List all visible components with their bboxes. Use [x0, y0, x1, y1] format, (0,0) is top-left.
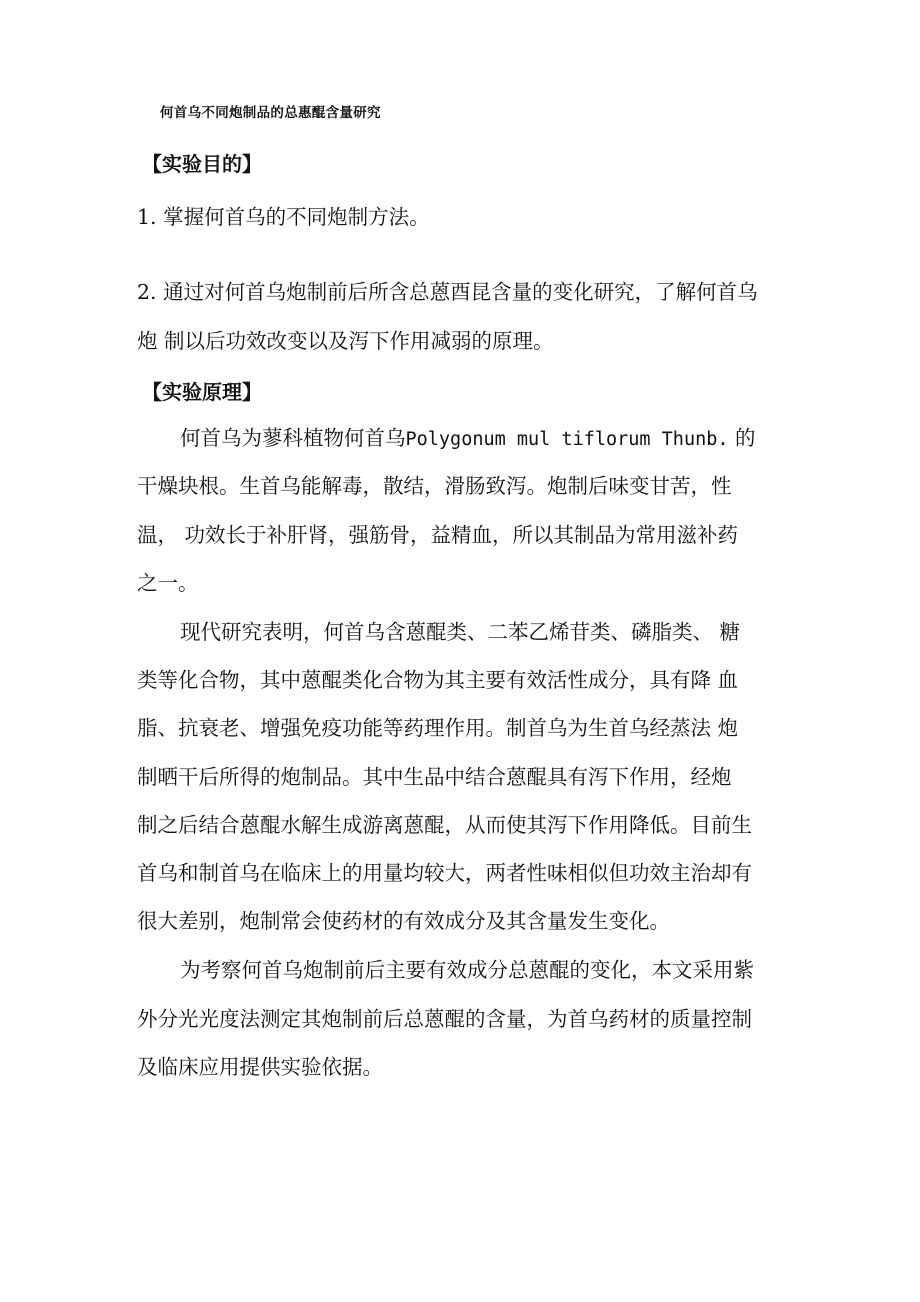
principle-para-1-line-3: 温， 功效长于补肝肾，强筋骨，益精血，所以其制品为常用滋补药 — [137, 523, 739, 547]
latin-species-name: Polygonum mul tiflorum Thunb. — [405, 429, 729, 450]
principle-para-1-line-1-tail: 的 — [728, 426, 756, 450]
principle-para-3-line-2: 外分光光度法测定其炮制前后总蒽醌的含量，为首乌药材的质量控制 — [137, 1007, 752, 1031]
principle-para-2-line-4: 制晒干后所得的炮制品。其中生品中结合蒽醌具有泻下作用，经炮 — [137, 765, 732, 789]
principle-para-2-line-6: 首乌和制首乌在临床上的用量均较大，两者性味相似但功效主治却有 — [137, 861, 752, 885]
principle-heading: 【实验原理】 — [142, 380, 262, 404]
principle-para-1-line-2: 干燥块根。生首乌能解毒，散结，滑肠致泻。炮制后味变甘苦，性 — [137, 474, 732, 498]
principle-para-1-line-1-text: 何首乌为蓼科植物何首乌 — [180, 426, 406, 450]
principle-para-3-line-1: 为考察何首乌炮制前后主要有效成分总蒽醌的变化，本文采用紫 — [180, 958, 754, 982]
document-title: 何首乌不同炮制品的总惠醌含量研究 — [160, 105, 381, 121]
principle-para-2-line-7: 很大差别，炮制常会使药材的有效成分及其含量发生变化。 — [137, 909, 670, 933]
purpose-item-2-line-1: 2. 通过对何首乌炮制前后所含总蒽酉昆含量的变化研究，了解何首乌 — [137, 280, 758, 304]
principle-para-3-line-3: 及临床应用提供实验依据。 — [137, 1055, 383, 1079]
purpose-item-1: 1. 掌握何首乌的不同炮制方法。 — [137, 205, 430, 229]
purpose-item-2-line-2: 炮 制以后功效改变以及泻下作用减弱的原理。 — [137, 329, 554, 353]
principle-para-2-line-3: 脂、抗衰老、增强免疫功能等药理作用。制首乌为生首乌经蒸法 炮 — [137, 716, 739, 740]
principle-para-2-line-2: 类等化合物，其中蒽醌类化合物为其主要有效活性成分，具有降 血 — [137, 668, 739, 692]
principle-para-1-line-4: 之一。 — [137, 571, 199, 595]
principle-para-2-line-5: 制之后结合蒽醌水解生成游离蒽醌，从而使其泻下作用降低。目前生 — [137, 813, 752, 837]
purpose-heading: 【实验目的】 — [142, 152, 262, 176]
principle-para-1-line-1 — [180, 428, 756, 450]
principle-para-2-line-1: 现代研究表明，何首乌含蒽醌类、二苯乙烯苷类、磷脂类、 糖 — [180, 620, 741, 644]
